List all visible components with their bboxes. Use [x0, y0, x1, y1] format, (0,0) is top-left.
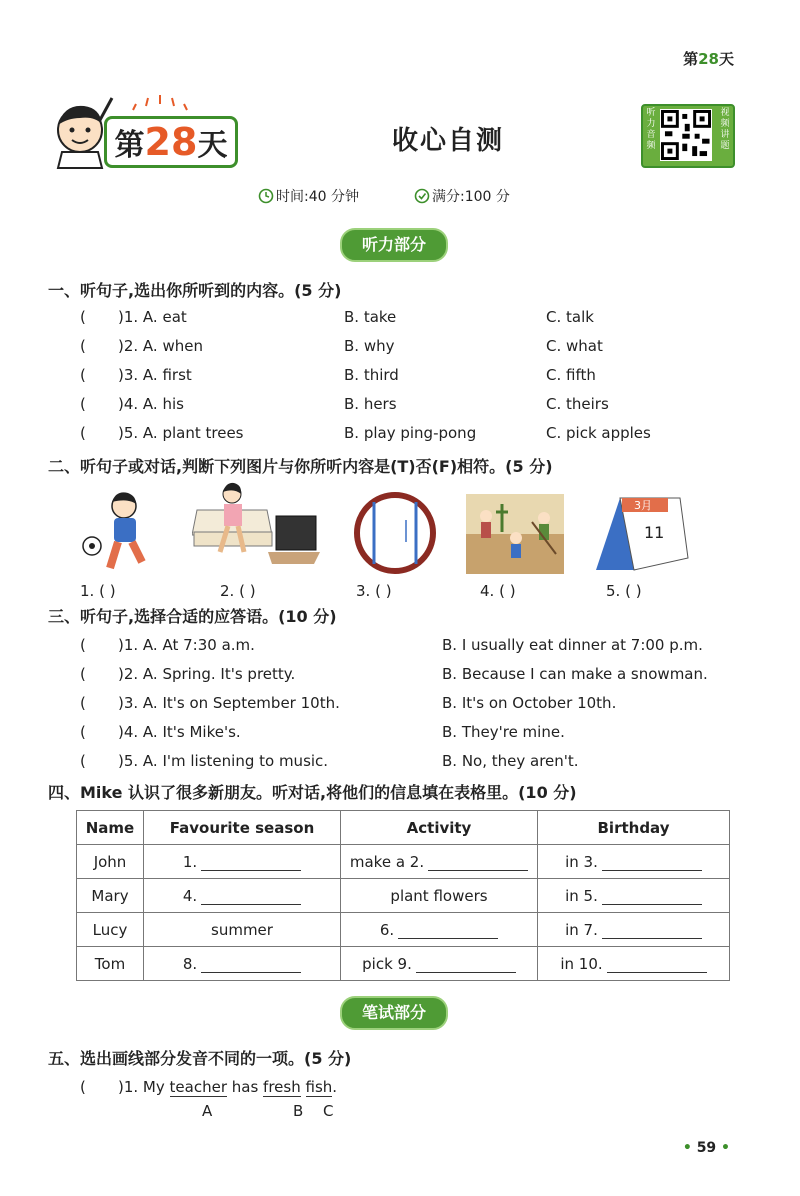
list-item: ( )1. A. At 7:30 a.m. B. I usually eat dinner at 7:00 p.m.	[80, 636, 703, 654]
option-letter-c: C	[323, 1102, 334, 1120]
time-limit: 时间:40 分钟	[276, 189, 359, 205]
list-item: ( )3. A. It's on September 10th. B. It's on October 10th.	[80, 694, 617, 712]
qr-code-icon[interactable]	[660, 109, 712, 161]
section4-title: 四、Mike 认识了很多新朋友。听对话,将他们的信息填在表格里。(10 分)	[48, 783, 577, 802]
listening-section-header: 听力部分	[340, 228, 448, 262]
girl-watching-tv-image	[192, 480, 322, 570]
picture-label-3: 3. ( )	[356, 582, 392, 600]
table-row: Mary 4. plant flowers in 5.	[77, 879, 730, 913]
full-score: 满分:100 分	[432, 189, 510, 205]
check-icon	[414, 188, 430, 204]
list-item: ( )2. A. Spring. It's pretty. B. Because I can make a snowman.	[80, 665, 708, 683]
table-header: Favourite season	[144, 811, 341, 845]
list-item: ( )3. A. first B. third C. fifth	[80, 366, 596, 384]
section2-title: 二、听句子或对话,判断下列图片与你所听内容是(T)否(F)相符。(5 分)	[48, 457, 553, 476]
option-letter-a: A	[202, 1102, 213, 1120]
picture-label-4: 4. ( )	[480, 582, 516, 600]
table-row: Tom 8. pick 9. in 10.	[77, 947, 730, 981]
clock-icon	[258, 188, 274, 204]
table-header-row	[77, 811, 730, 845]
boy-playing-football-image	[80, 488, 160, 578]
list-item: ( )5. A. plant trees B. play ping-pong C. pick apples	[80, 424, 651, 442]
planting-trees-image	[466, 494, 564, 574]
corner-day-label: 第28天	[683, 50, 734, 68]
table-row: Lucy summer 6. in 7.	[77, 913, 730, 947]
info-table	[76, 810, 730, 981]
list-item: ( )4. A. It's Mike's. B. They're mine.	[80, 723, 565, 741]
day-badge: 第28天	[104, 116, 238, 168]
section1-title: 一、听句子,选出你所听到的内容。(5 分)	[48, 281, 342, 300]
table-header: Activity	[341, 811, 538, 845]
picture-label-1: 1. ( )	[80, 582, 116, 600]
calendar-image	[594, 492, 690, 574]
list-item: ( )1. My teacher has fresh fish.	[80, 1078, 338, 1096]
writing-section-header: 笔试部分	[340, 996, 448, 1030]
option-letter-b: B	[293, 1102, 304, 1120]
table-row: John 1. make a 2. in 3.	[77, 845, 730, 879]
picture-label-5: 5. ( )	[606, 582, 642, 600]
qr-right-text: 视频讲题	[720, 108, 730, 151]
calendar-month-text: 3月	[634, 499, 652, 512]
qr-code-panel[interactable]	[641, 104, 735, 168]
round-hoop-image	[352, 490, 438, 576]
section5-title: 五、选出画线部分发音不同的一项。(5 分)	[48, 1049, 352, 1068]
picture-label-2: 2. ( )	[220, 582, 256, 600]
table-header: Birthday	[538, 811, 730, 845]
list-item: ( )2. A. when B. why C. what	[80, 337, 603, 355]
table-header: Name	[77, 811, 144, 845]
qr-left-text: 听力音频	[646, 108, 656, 151]
section3-title: 三、听句子,选择合适的应答语。(10 分)	[48, 607, 337, 626]
sunburst-decoration-icon	[128, 92, 198, 114]
list-item: ( )5. A. I'm listening to music. B. No, they aren't.	[80, 752, 579, 770]
page-number: • 59 •	[682, 1140, 730, 1156]
list-item: ( )4. A. his B. hers C. theirs	[80, 395, 609, 413]
page-title: 收心自测	[392, 126, 505, 156]
list-item: ( )1. A. eat B. take C. talk	[80, 308, 594, 326]
calendar-day-text: 11	[644, 523, 665, 542]
